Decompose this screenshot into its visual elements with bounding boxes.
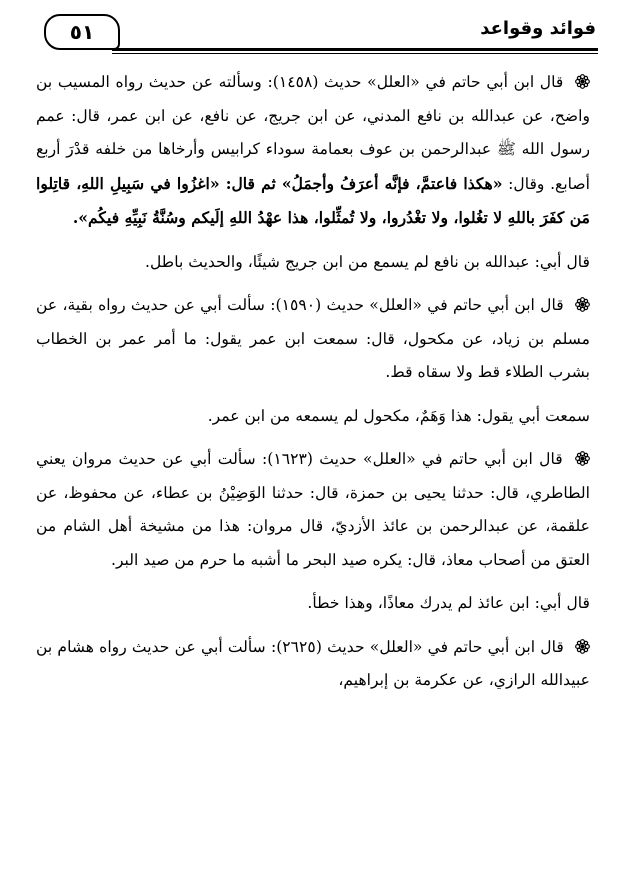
flower-ornament-icon <box>575 74 590 89</box>
hadith-quote: «هكذا فاعتمَّ، فإنَّه أعرَفُ وأجمَلُ» ثم قال: «اغزُوا في سَبِيلِ اللهِ، قاتِلوا مَن كفَرَ باللهِ لا تغُلوا، ولا تغْدُروا، ولا تُمثِّلوا، هذا عهْدُ اللهِ إلَيكم وسُنَّةُ نَبِيِّهِ فيكُم». <box>36 173 590 227</box>
paragraph-3 <box>36 289 590 390</box>
header-rule-thin <box>112 53 598 54</box>
flower-ornament-icon <box>575 297 590 312</box>
paragraph-2 <box>36 246 590 280</box>
page-number: ٥١ <box>69 20 95 44</box>
paragraph-6 <box>36 587 590 621</box>
running-title: فوائد وقواعد <box>480 18 596 39</box>
header-rule <box>112 48 598 51</box>
flower-ornament-icon <box>575 451 590 466</box>
paragraph-6-text: قال أبي: ابن عائذ لم يدرك معاذًا، وهذا خطأ. <box>307 594 590 612</box>
paragraph-5 <box>36 443 590 577</box>
paragraph-1-text: قال ابن أبي حاتم في «العلل» حديث (١٤٥٨): وسألته عن حديث رواه المسيب بن واضح، عن عبدالله بن نافع المدني، عن ابن جريج، عن نافع، عن ابن عمر، قال: عمم رسول الله ﷺ عبدالرحمن بن عوف بعمامة سوداء كرابيس وأرخاها من خلفه قدْرَ أربع أصابع. وقال: <box>36 73 590 193</box>
paragraph-1 <box>36 66 590 236</box>
paragraph-4-text: سمعت أبي يقول: هذا وَهَمٌ، مكحول لم يسمعه من ابن عمر. <box>207 406 590 425</box>
flower-ornament-icon <box>575 639 590 654</box>
page-number-box <box>44 14 120 50</box>
paragraph-7-text: قال ابن أبي حاتم في «العلل» حديث (٢٦٢٥): سألت أبي عن حديث رواه هشام بن عبيدالله الرازي، عن عكرمة بن إبراهيم، <box>36 637 590 689</box>
page-header <box>44 14 598 56</box>
page-body <box>36 66 590 698</box>
paragraph-4 <box>36 400 590 434</box>
paragraph-7 <box>36 631 590 698</box>
paragraph-2-text: قال أبي: عبدالله بن نافع لم يسمع من ابن جريج شيئًا، والحديث باطل. <box>145 252 590 271</box>
paragraph-5-text: قال ابن أبي حاتم في «العلل» حديث (١٦٢٣): سألت أبي عن حديث مروان يعني الطاطري، قال: حدثنا يحيى بن حمزة، قال: حدثنا الوَضِيْنُ بن عطاء، عن محفوظ، عن علقمة، عن عبدالرحمن بن عائذ الأزديّ، قال مروان: هذا من مشيخة أهل الشام من العتق من أصحاب معاذ، قال: يكره صيد البحر ما أشبه ما حرم من صيد البر. <box>36 450 590 569</box>
paragraph-3-text: قال ابن أبي حاتم في «العلل» حديث (١٥٩٠): سألت أبي عن حديث رواه بقية، عن مسلم بن زياد، عن مكحول، قال: سمعت ابن عمر يقول: ما أمر عمر بن الخطاب بشرب الطلاء قط ولا سقاه قط. <box>36 296 590 381</box>
